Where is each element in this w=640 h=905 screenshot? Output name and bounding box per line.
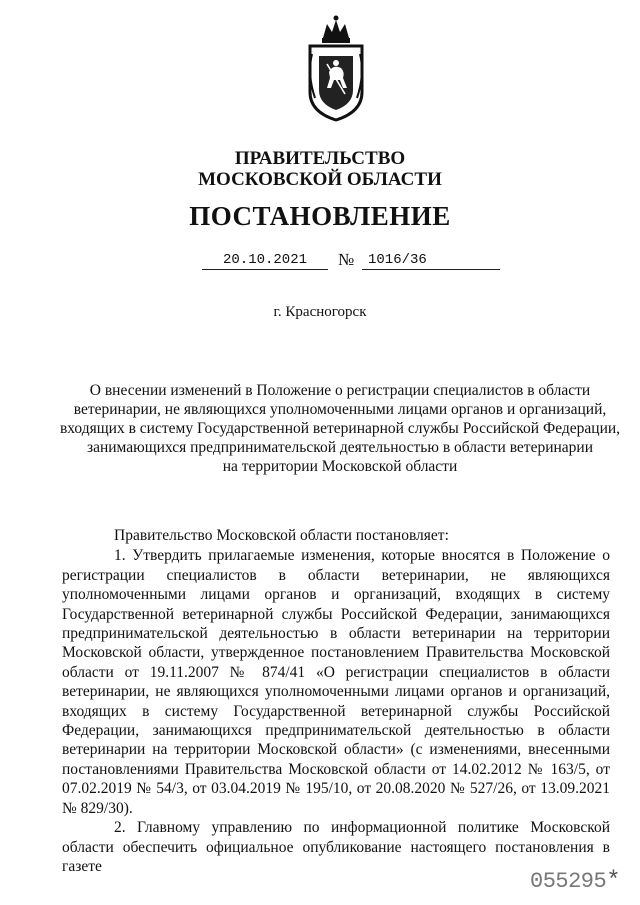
subject-line: входящих в систему Государственной ветеринарной службы Российской Федерации,	[59, 420, 621, 437]
organization-name	[0, 148, 640, 190]
subject-line: О внесении изменений в Положение о регистрации специалистов в области	[89, 382, 591, 399]
document-subject	[55, 381, 625, 476]
registration-line	[0, 252, 640, 276]
number-sign: №	[338, 250, 355, 269]
body-intro: Правительство Московской области постановляет:	[114, 527, 449, 544]
body-paragraph-2: 2. Главному управлению по информационной политике Московской области обеспечить официальное опубликование настоящего постановления в газете	[62, 819, 610, 875]
document-number: 1016/36	[362, 252, 500, 270]
subject-line: занимающихся предпринимательской деятельностью в области ветеринарии	[86, 439, 594, 456]
document-type-title: ПОСТАНОВЛЕНИЕ	[189, 201, 451, 231]
body-paragraph-1: 1. Утвердить прилагаемые изменения, которые вносятся в Положение о регистрации специалистов в области ветеринарии, не являющихся уполномоченными лицами органов и организаций, входящих в систему Государственной ветеринарной службы Российской Федерации, занимающихся предпринимательской деятельностью в области ветеринарии на территории Московской области, утвержденное постановлением Правительства Московской области от 19.11.2007 № 874/41 «О регистрации специалистов в области ветеринарии, не являющихся уполномоченными лицами органов и организаций, входящих в систему Государственной ветеринарной службы Российской Федерации, занимающихся предпринимательской деятельностью в области ветеринарии на территории Московской области» (с изменениями, внесенными постановлениями Правительства Московской области от 14.02.2012 № 163/5, от 07.02.2019 № 54/3, от 03.04.2019 № 195/10, от 20.08.2020 № 527/26, от 13.09.2021 № 829/30).	[62, 547, 610, 817]
issuing-city: г. Красногорск	[273, 304, 367, 320]
document-date: 20.10.2021	[202, 252, 328, 270]
subject-line: на территории Московской области	[222, 458, 458, 475]
serial-star-mark: *	[606, 868, 621, 895]
organization-name-line2: МОСКОВСКОЙ ОБЛАСТИ	[198, 169, 442, 190]
document-body	[62, 526, 610, 876]
subject-line: ветеринарии, не являющихся уполномоченными лицами органов и организаций,	[73, 401, 607, 418]
organization-name-line1: ПРАВИТЕЛЬСТВО	[234, 148, 406, 169]
serial-number: 055295	[530, 869, 607, 894]
coat-of-arms-icon	[303, 14, 369, 122]
serial-stamp	[530, 868, 620, 895]
